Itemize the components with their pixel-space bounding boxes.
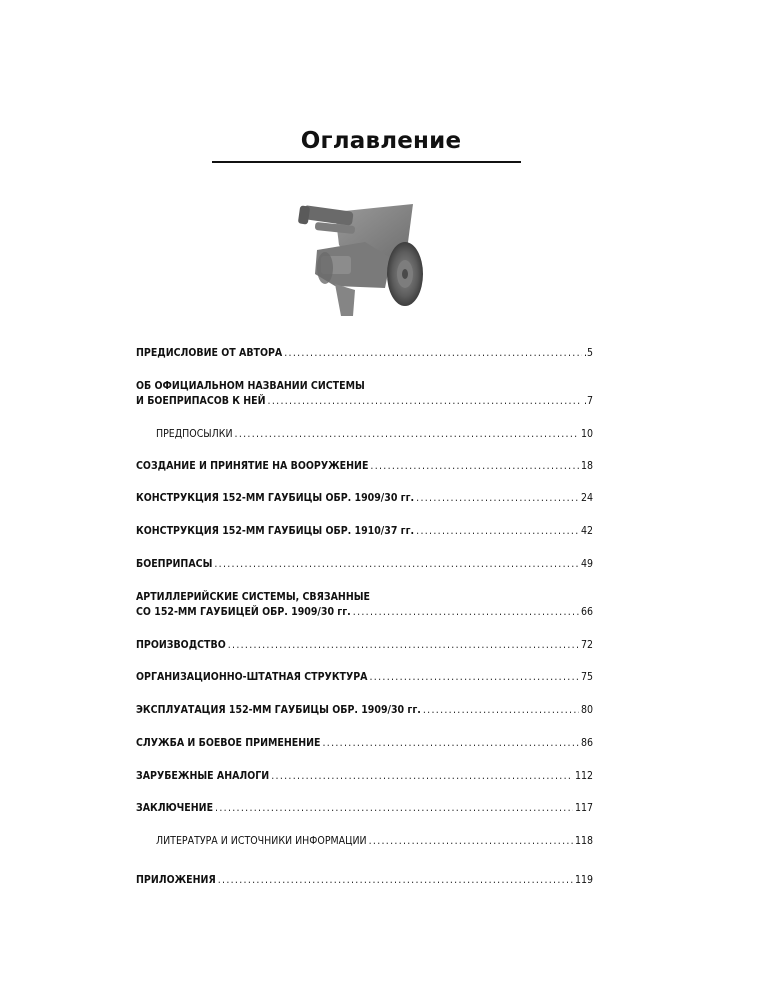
toc-page-number: 117 — [574, 802, 593, 814]
toc-entry[interactable] — [136, 873, 593, 888]
toc-entry[interactable] — [136, 459, 593, 474]
dot-leader — [214, 557, 579, 572]
toc-entry[interactable] — [136, 801, 593, 816]
dot-leader — [416, 524, 579, 539]
toc-entry[interactable] — [136, 491, 593, 506]
toc-entry[interactable] — [136, 703, 593, 718]
toc-page-number: 42 — [580, 525, 593, 537]
toc-entry[interactable] — [136, 379, 593, 409]
toc-page-number: 86 — [580, 737, 593, 749]
toc-entry-title: ЭКСПЛУАТАЦИЯ 152-ММ ГАУБИЦЫ ОБР. 1909/30 гг. — [136, 704, 421, 716]
dot-leader — [370, 670, 579, 685]
toc-entry[interactable] — [156, 427, 593, 442]
toc-entry-title: ОРГАНИЗАЦИОННО-ШТАТНАЯ СТРУКТУРА — [136, 671, 368, 683]
toc-entry[interactable] — [136, 524, 593, 539]
dot-leader — [416, 491, 579, 506]
toc-page-number: 80 — [580, 704, 593, 716]
toc-page-number: 119 — [574, 874, 593, 886]
toc-entry-title: ЗАКЛЮЧЕНИЕ — [136, 802, 214, 814]
toc-entry-title: ПРЕДПОСЫЛКИ — [156, 428, 233, 440]
toc-entry-title: ЛИТЕРАТУРА И ИСТОЧНИКИ ИНФОРМАЦИИ — [156, 835, 367, 847]
toc-entry[interactable] — [136, 769, 593, 784]
toc-page-number: 118 — [574, 835, 593, 847]
toc-page-number: 10 — [580, 428, 593, 440]
dot-leader — [284, 346, 582, 361]
dot-leader — [235, 427, 579, 442]
toc-page-number: 18 — [580, 460, 593, 472]
toc-page-number: 75 — [580, 671, 593, 683]
dot-leader — [271, 769, 573, 784]
dot-leader — [215, 801, 573, 816]
toc-entry[interactable] — [136, 557, 593, 572]
toc-entry-title: СОЗДАНИЕ И ПРИНЯТИЕ НА ВООРУЖЕНИЕ — [136, 460, 369, 472]
toc-entry[interactable] — [136, 736, 593, 751]
toc-page-number: .5 — [583, 347, 593, 359]
toc-entry-title: БОЕПРИПАСЫ — [136, 558, 213, 570]
toc-entry[interactable] — [156, 834, 593, 849]
toc-page-number: 49 — [580, 558, 593, 570]
toc-entry-title: КОНСТРУКЦИЯ 152-ММ ГАУБИЦЫ ОБР. 1910/37 гг. — [136, 525, 415, 537]
toc-page-number: 112 — [574, 770, 593, 782]
toc-page-number: 24 — [580, 492, 593, 504]
toc-entry-title: ЗАРУБЕЖНЫЕ АНАЛОГИ — [136, 770, 270, 782]
toc-entry-title: ОБ ОФИЦИАЛЬНОМ НАЗВАНИИ СИСТЕМЫ — [136, 380, 365, 392]
toc-entry[interactable] — [136, 346, 593, 361]
toc-entry-title: ПРЕДИСЛОВИЕ ОТ АВТОРА — [136, 347, 283, 359]
toc-entry[interactable] — [136, 590, 593, 620]
dot-leader — [423, 703, 579, 718]
howitzer-icon — [295, 190, 440, 320]
dot-leader — [370, 459, 579, 474]
toc-entry[interactable] — [136, 670, 593, 685]
dot-leader — [369, 834, 573, 849]
page-title: Оглавление — [300, 128, 462, 154]
title-underline — [212, 161, 521, 163]
toc-entry-title: ПРОИЗВОДСТВО — [136, 639, 226, 651]
toc-entry-title: КОНСТРУКЦИЯ 152-ММ ГАУБИЦЫ ОБР. 1909/30 гг. — [136, 492, 415, 504]
toc-page-number: .7 — [583, 395, 593, 407]
dot-leader — [228, 638, 579, 653]
toc-entry-title: СЛУЖБА И БОЕВОЕ ПРИМЕНЕНИЕ — [136, 737, 321, 749]
toc-entry-title: И БОЕПРИПАСОВ К НЕЙ — [136, 395, 266, 407]
toc-entry-title: СО 152-ММ ГАУБИЦЕЙ ОБР. 1909/30 гг. — [136, 606, 351, 618]
toc-entry-title: АРТИЛЛЕРИЙСКИЕ СИСТЕМЫ, СВЯЗАННЫЕ — [136, 591, 370, 603]
dot-leader — [353, 605, 579, 620]
toc-page-number: 72 — [580, 639, 593, 651]
dot-leader — [322, 736, 578, 751]
dot-leader — [218, 873, 573, 888]
toc-entry[interactable] — [136, 638, 593, 653]
dot-leader — [268, 394, 582, 409]
toc-page-number: 66 — [580, 606, 593, 618]
toc-entry-title: ПРИЛОЖЕНИЯ — [136, 874, 216, 886]
